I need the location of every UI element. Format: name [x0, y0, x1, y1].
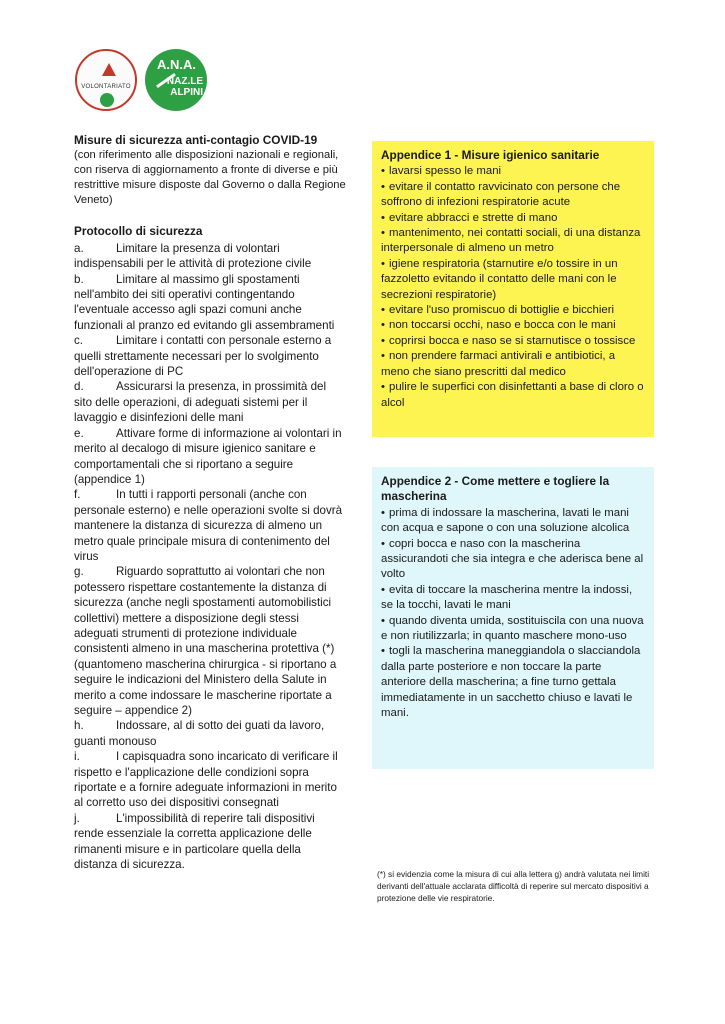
triangle-emblem-icon: [102, 63, 116, 76]
protocol-item: [74, 272, 346, 334]
appendix-1-title: Appendice 1 - Misure igienico sanitarie: [381, 148, 600, 162]
list-item: • evita di toccare la mascherina mentre la indossi, se la tocchi, lavati le mani: [381, 583, 645, 614]
appendix-1-list: [381, 164, 645, 411]
appendix-2-list: [381, 506, 645, 722]
protocol-item-text: Riguardo soprattutto ai volontari che non potessero rispettare costantemente la distanza di sicurezza (anche negli spostamenti automobilistici collettivi) mettere a disposizione degli stessi adeguati strumenti di protezione individuale consistenti almeno in una mascherina protettiva (*) (quantomeno mascherina chirurgica - si riportano a seguire le indicazioni del Ministero della Salute in merito a come indossare le mascherine riportate a seguire – appendice 2): [74, 565, 337, 717]
list-item: • coprirsi bocca e naso se si starnutisce o tossisce: [381, 334, 645, 349]
safety-measures-column: [74, 133, 346, 872]
list-item: • prima di indossare la mascherina, lavati le mani con acqua e sapone o con una soluzione alcolica: [381, 506, 645, 537]
appendix-1-box: [372, 141, 654, 437]
list-item: • non prendere farmaci antivirali e antibiotici, a meno che siano prescritti dal medico: [381, 349, 645, 380]
protocol-item-text: Attivare forme di informazione ai volontari in merito al decalogo di misure igienico sanitare e comportamentali che si riportano a seguire (appendice 1): [74, 426, 342, 486]
green-badge-icon: [100, 93, 114, 107]
protocol-item-letter: g.: [74, 565, 84, 579]
protocol-item-text: Limitare al massimo gli spostamenti nell'ambito dei siti operativi contingentando l'eventuale accesso agli spazi comuni anche funzionali al pranzo ed evitando gli assembramenti: [74, 272, 335, 332]
protocol-title: Protocollo di sicurezza: [74, 224, 203, 239]
list-item: • copri bocca e naso con la mascherina assicurandoti che sia integra e che aderisca bene al volto: [381, 537, 645, 583]
volontariato-logo-label: VOLONTARIATO: [81, 84, 131, 90]
list-item: • quando diventa umida, sostituiscila con una nuova e non riutilizzarla; in quanto maschere mono-uso: [381, 614, 645, 645]
protocol-item-letter: d.: [74, 380, 84, 394]
ana-logo: [145, 49, 207, 111]
footnote: (*) si evidenzia come la misura di cui alla lettera g) andrà valutata nei limiti derivanti dell'attuale acclarata difficoltà di reperire sul mercato dispositivi a protezione delle vie respiratorie.: [377, 869, 650, 904]
protocol-item: [74, 564, 346, 718]
protocol-item: [74, 241, 346, 272]
protocol-item-letter: a.: [74, 241, 84, 255]
appendix-2-title: Appendice 2 - Come mettere e togliere la mascherina: [381, 474, 610, 504]
protocol-list: [74, 241, 346, 873]
list-item: • igiene respiratoria (starnutire e/o tossire in un fazzoletto evitando il contatto delle mani con le secrezioni respiratorie): [381, 257, 645, 303]
list-item: • evitare abbracci e strette di mano: [381, 211, 645, 226]
protocol-item-letter: i.: [74, 750, 80, 764]
protocol-item-text: Limitare i contatti con personale esterno a quelli strettamente necessari per lo svolgimento dell'operazione di PC: [74, 334, 332, 379]
protocol-item: [74, 811, 346, 873]
protocol-item-text: Indossare, al di sotto dei guati da lavoro, guanti monouso: [74, 719, 325, 748]
document-subtitle: (con riferimento alle disposizioni nazionali e regionali, con riserva di aggiornamento a fronte di diverse e più restrittive misure disposte dal Governo o dalla Regione Veneto): [74, 149, 346, 207]
ana-logo-name: [167, 76, 203, 98]
protocol-item-letter: e.: [74, 426, 84, 440]
protocol-item-letter: c.: [74, 334, 84, 348]
protocol-item-letter: h.: [74, 719, 84, 733]
protocol-item: [74, 718, 346, 749]
appendix-2-box: [372, 467, 654, 769]
protocol-item-text: In tutti i rapporti personali (anche con personale esterno) e nelle operazioni svolte si dovrà mantenere la distanza di sicurezza di almeno un metro quale principale misura di contenimento del virus: [74, 488, 343, 563]
protocol-item: [74, 333, 346, 379]
list-item: • evitare il contatto ravvicinato con persone che soffrono di infezioni respiratorie acute: [381, 180, 645, 211]
ana-logo-acronym: A.N.A.: [157, 57, 196, 72]
protocol-item-letter: f.: [74, 488, 81, 502]
protocol-item: [74, 749, 346, 811]
list-item: • non toccarsi occhi, naso e bocca con le mani: [381, 318, 645, 333]
protocol-item-text: L'impossibilità di reperire tali dispositivi rende essenziale la corretta applicazione delle rimanenti misure e in particolare quella della distanza di sicurezza.: [74, 811, 315, 872]
protocol-item-letter: j.: [74, 811, 80, 825]
volontariato-logo: [75, 49, 137, 111]
list-item: • togli la mascherina maneggiandola o slacciandola dalla parte posteriore e non toccare la parte anteriore della mascherina; a fine turno gettala immediatamente in un sacchetto chiuso e lavati le mani.: [381, 644, 645, 721]
ana-logo-name-line2: ALPINI: [170, 87, 203, 98]
protocol-item: [74, 426, 346, 488]
list-item: • pulire le superfici con disinfettanti a base di cloro o alcol: [381, 380, 645, 411]
list-item: • mantenimento, nei contatti sociali, di una distanza interpersonale di almeno un metro: [381, 226, 645, 257]
protocol-item: [74, 487, 346, 564]
ana-logo-name-line1: NAZ.LE: [166, 76, 203, 87]
protocol-item-text: I capisquadra sono incaricato di verificare il rispetto e l'applicazione delle condizioni sopra riportate e a fornire adeguate informazioni in merito al corretto uso dei dispositivi consegnati: [74, 750, 338, 810]
list-item: • lavarsi spesso le mani: [381, 164, 645, 179]
protocol-item: [74, 379, 346, 425]
protocol-item-text: Assicurarsi la presenza, in prossimità del sito delle operazioni, di adeguati sistemi per il lavaggio e disinfezioni delle mani: [74, 380, 327, 425]
document-title: Misure di sicurezza anti-contagio COVID-19: [74, 133, 318, 147]
list-item: • evitare l'uso promiscuo di bottiglie e bicchieri: [381, 303, 645, 318]
protocol-item-letter: b.: [74, 272, 84, 286]
protocol-item-text: Limitare la presenza di volontari indispensabili per le attività di protezione civile: [74, 241, 312, 271]
